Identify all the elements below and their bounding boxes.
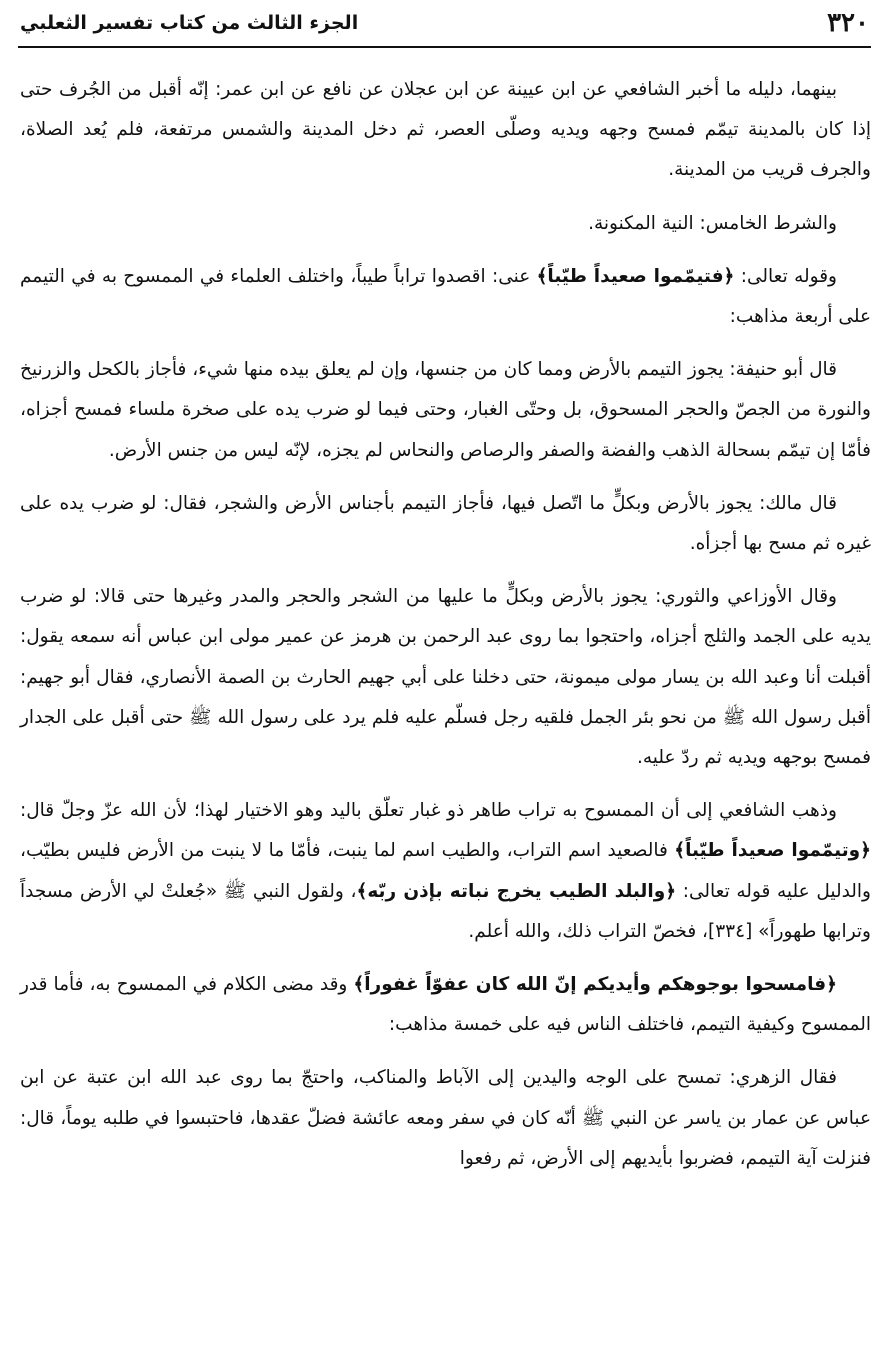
quran-quote: ﴿فتيمّموا صعيداً طيّباً﴾: [536, 265, 735, 287]
paragraph: [20, 484, 871, 564]
page-body: [20, 70, 871, 1192]
paragraph: [20, 70, 871, 191]
header-rule: [18, 46, 871, 48]
paragraph-text: وذهب الشافعي إلى أن الممسوح به تراب طاهر ذو غبار تعلّق باليد وهو الاختيار لهذا؛ لأن الله عزّ وجلّ قال:: [20, 800, 837, 822]
paragraph-text: عنى: اقصدوا تراباً طيباً، واختلف العلماء في الممسوح به في التيمم على أربعة مذاهب:: [20, 265, 871, 328]
paragraph-text: وقال الأوزاعي والثوري: يجوز بالأرض وبكلٍّ ما عليها من الشجر والحجر والمدر وغيرها حتى قالا: لو ضرب يديه على الجمد والثلج أجزاه، واحتجوا بما روى عبد الرحمن بن هرمز عن عمير مولى ابن عباس أنه سمعه يقول: أقبلت أنا وعبد الله بن يسار مولى ميمونة، حتى دخلنا على أبي جهيم الحارث بن الصمة الأنصاري، فقال أبو جهيم: أقبل رسول الله ﷺ من نحو بئر الجمل فلقيه رجل فسلّم عليه فلم يرد على رسول الله ﷺ حتى أقبل على الجدار فمسح بوجهه ويديه ثم ردّ عليه.: [20, 586, 871, 769]
paragraph: [20, 577, 871, 778]
paragraph-text: قال مالك: يجوز بالأرض وبكلٍّ ما اتّصل فيها، فأجاز التيمم بأجناس الأرض والشجر، فقال: لو ضرب يده على غيره ثم مسح بها أجزأه.: [20, 492, 871, 555]
paragraph-text: وقد مضى الكلام في الممسوح به، فأما قدر الممسوح وكيفية التيمم، فاختلف الناس فيه على خمسة مذاهب:: [20, 974, 871, 1036]
paragraph-text: بينهما، دليله ما أخبر الشافعي عن ابن عيينة عن ابن عجلان عن نافع عن ابن عمر: إنّه أقبل من الجُرف حتى إذا كان بالمدينة تيمّم فمسح وجهه ويديه وصلّى العصر، ثم دخل المدينة والشمس مرتفعة، فلم يُعد الصلاة، والجرف قريب من المدينة.: [20, 79, 871, 181]
quran-quote: ﴿والبلد الطيب يخرج نباته بإذن ربّه﴾: [356, 880, 677, 902]
paragraph-text: ، ولقول النبي ﷺ «جُعلتْ لي الأرض مسجداً وترابها طهوراً» [٣٣٤]، فخصّ التراب ذلك، والله أعلم.: [20, 880, 871, 942]
paragraph: [20, 350, 871, 471]
running-title: الجزء الثالث من كتاب تفسير الثعلبي: [20, 12, 359, 34]
paragraph-text: وقوله تعالى:: [734, 265, 837, 287]
quran-quote: ﴿وتيمّموا صعيداً طيّباً﴾: [674, 840, 871, 862]
paragraph: [20, 791, 871, 952]
page-header: [18, 6, 871, 46]
quran-quote: ﴿فامسحوا بوجوهكم وأيديكم إنّ الله كان عفوّاً غفوراً﴾: [353, 974, 837, 996]
paragraph: [20, 257, 871, 337]
paragraph: [20, 1058, 871, 1179]
paragraph-text: فقال الزهري: تمسح على الوجه واليدين إلى الآباط والمناكب، واحتجّ بما روى عبد الله ابن عتبة عن ابن عباس عن عمار بن ياسر عن النبي ﷺ أنّه كان في سفر ومعه عائشة فضلّ عقدها، فاحتبسوا في طلبه يوماً، قال: فنزلت آية التيمم، فضربوا بأيديهم إلى الأرض، ثم رفعوا: [20, 1067, 871, 1169]
paragraph: [20, 965, 871, 1045]
paragraph-text: فالصعيد اسم التراب، والطيب اسم لما ينبت، فأمّا ما لا ينبت من الأرض فليس بطيّب، والدليل عليه قوله تعالى:: [20, 840, 871, 902]
paragraph: [20, 204, 871, 244]
paragraph-text: والشرط الخامس: النية المكنونة.: [588, 212, 837, 234]
page-number: ٣٢٠: [827, 8, 869, 38]
paragraph-text: قال أبو حنيفة: يجوز التيمم بالأرض ومما كان من جنسها، وإن لم يعلق بيده منها شيء، فأجاز بالكحل والزرنيخ والنورة من الجصّ والحجر المسحوق، بل وحتّى الغبار، وحتى فيما لو ضرب يده على صخرة ملساء فمسح أجزاه، فأمّا إن تيمّم بسحالة الذهب والفضة والصفر والرصاص والنحاس لم يجزه، لإنّه ليس من جنس الأرض.: [20, 359, 871, 461]
